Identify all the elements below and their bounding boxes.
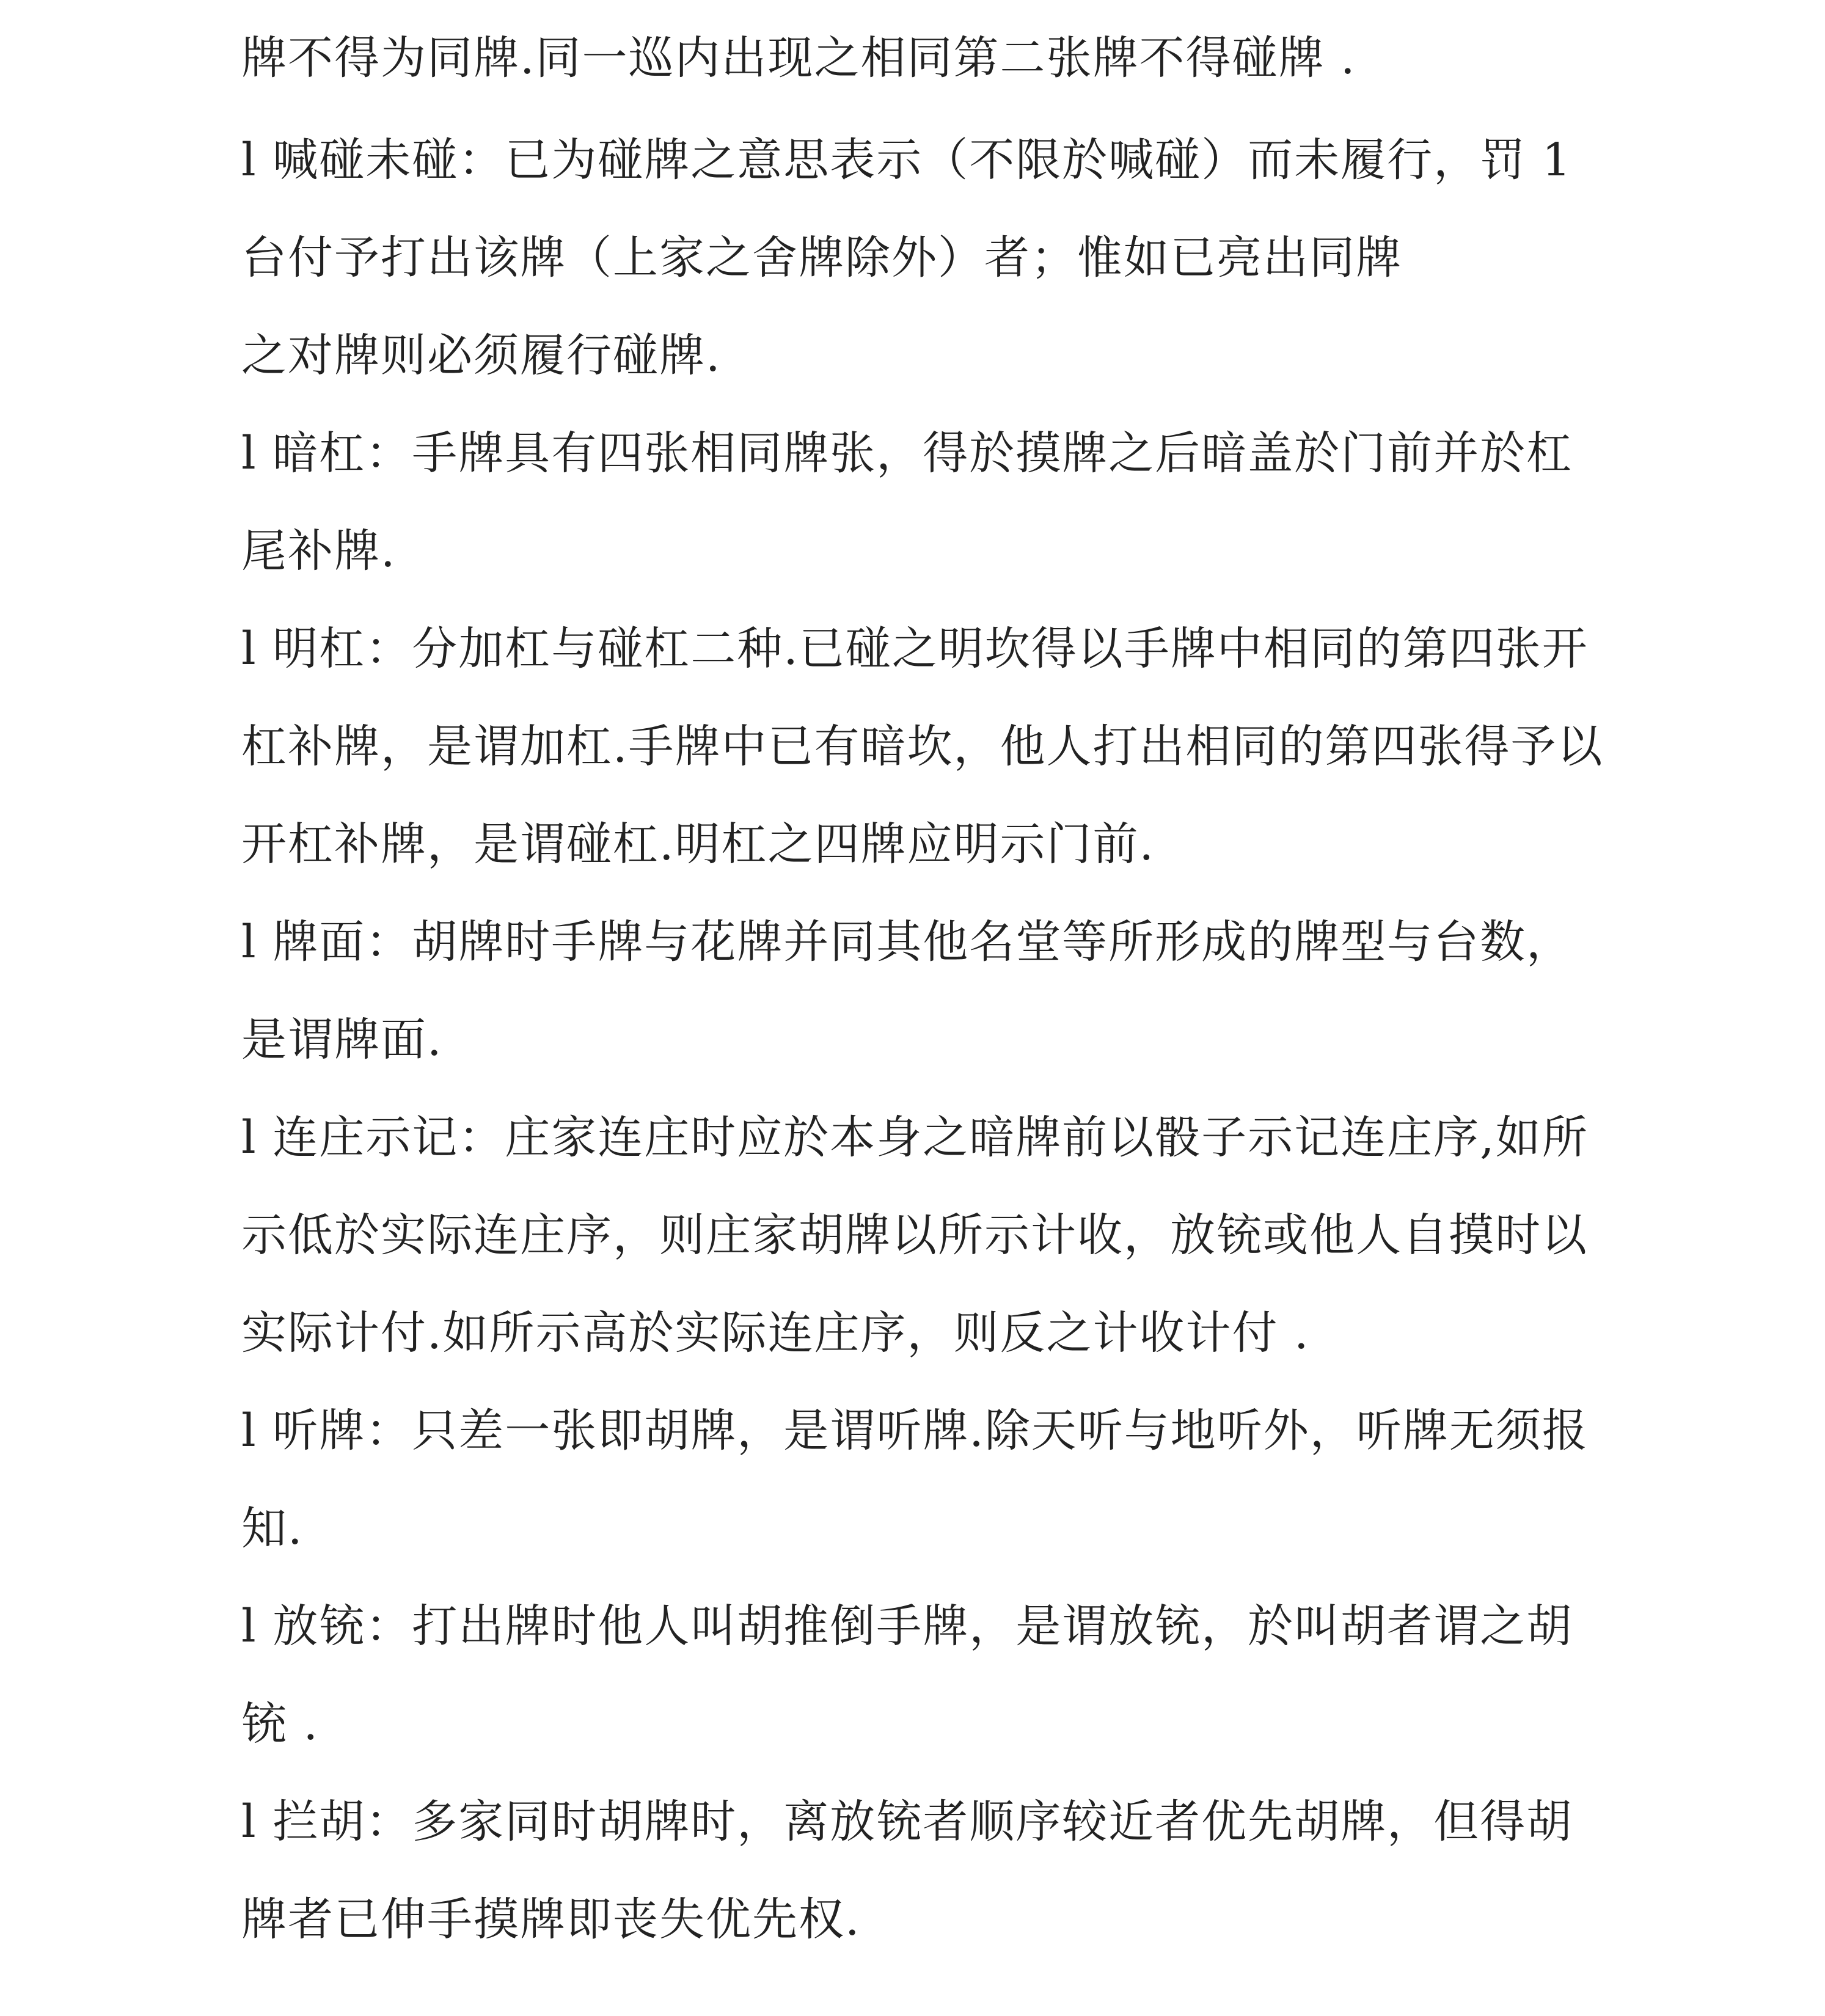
- text-line: 之对牌则必须履行碰牌.: [241, 329, 722, 382]
- text-line: 知.: [241, 1502, 304, 1555]
- text-line: l 牌面：胡牌时手牌与花牌并同其他名堂等所形成的牌型与台数，: [241, 916, 1573, 968]
- text-line: 开杠补牌，是谓碰杠.明杠之四牌应明示门前.: [241, 818, 1155, 871]
- text-line: 尾补牌.: [241, 525, 397, 577]
- text-line: 实际计付.如所示高於实际连庄序，则反之计收计付 .: [241, 1307, 1310, 1359]
- text-line: 杠补牌，是谓加杠.手牌中已有暗坎，他人打出相同的第四张得予以: [241, 720, 1604, 773]
- text-line: 铳 .: [241, 1698, 320, 1750]
- text-line: l 拦胡：多家同时胡牌时，离放铳者顺序较近者优先胡牌，但得胡: [241, 1795, 1573, 1848]
- text-line: 是谓牌面.: [241, 1013, 443, 1066]
- text-line: 牌者已伸手摸牌即丧失优先权.: [241, 1893, 861, 1946]
- text-line: l 明杠：分加杠与碰杠二种.已碰之明坎得以手牌中相同的第四张开: [241, 623, 1589, 675]
- text-line: l 听牌：只差一张即胡牌，是谓听牌.除天听与地听外，听牌无须报: [241, 1404, 1589, 1457]
- text-line: l 喊碰未碰：已为碰牌之意思表示（不限於喊碰）而未履行，罚 1: [241, 134, 1572, 186]
- text-line: 台付予打出该牌（上家之舍牌除外）者；惟如已亮出同牌: [241, 232, 1402, 284]
- text-line: l 放铳：打出牌时他人叫胡推倒手牌，是谓放铳，於叫胡者谓之胡: [241, 1600, 1573, 1653]
- text-line: 示低於实际连庄序，则庄家胡牌以所示计收，放铳或他人自摸时以: [241, 1209, 1588, 1262]
- text-line: l 连庄示记：庄家连庄时应於本身之暗牌前以骰子示记连庄序,如所: [241, 1111, 1589, 1164]
- text-line: 牌不得为同牌.同一巡内出现之相同第二张牌不得碰牌 .: [241, 32, 1356, 84]
- text-line: l 暗杠：手牌具有四张相同牌张，得於摸牌之后暗盖於门前并於杠: [241, 427, 1573, 480]
